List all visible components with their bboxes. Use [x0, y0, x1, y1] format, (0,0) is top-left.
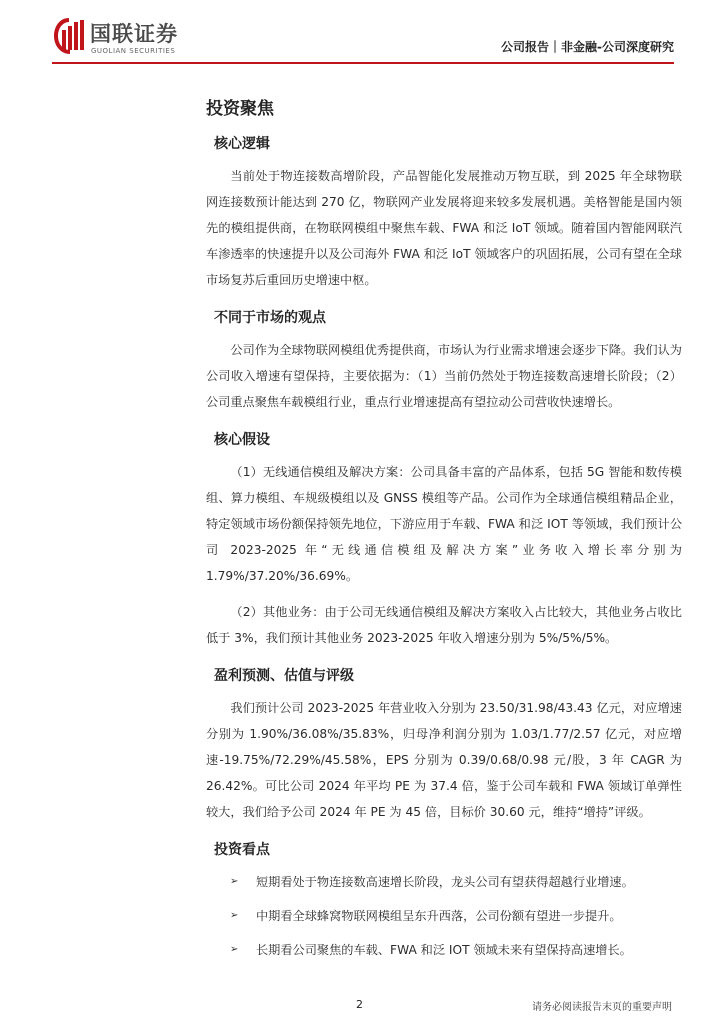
section-title-different-view: 不同于市场的观点 [214, 310, 326, 326]
section-title-highlights: 投资看点 [214, 842, 270, 858]
core-logic-paragraph: 当前处于物连接数高增阶段，产品智能化发展推动万物互联，到 2025 年全球物联网连接数预计能达到 270 亿，物联网产业发展将迎来较多发展机遇。美格智能是国内领先的模组提供商，在物联网模组中聚焦车载、FWA 和泛 IoT 领域。随着国内智能网联汽车渗透率的快速提升以及公司海外 FWA 和泛 IoT 领域客户的巩固拓展，公司有望在全球市场复苏后重回历史增速中枢。 [206, 169, 682, 287]
page-title: 投资聚焦 [206, 99, 274, 119]
header-divider [52, 62, 674, 64]
list-item [206, 903, 682, 937]
highlight-text: 长期看公司聚焦的车载、FWA 和泛 IOT 领域未来有望保持高速增长。 [256, 943, 632, 957]
highlights-list [206, 869, 682, 971]
different-view-paragraph: 公司作为全球物联网模组优秀提供商，市场认为行业需求增速会逐步下降。我们认为公司收入增速有望保持，主要依据为：（1）当前仍然处于物连接数高速增长阶段；（2）公司重点聚焦车载模组行业，重点行业增速提高有望拉动公司营收快速增长。 [206, 343, 682, 409]
guolian-logo-icon [52, 16, 86, 56]
arrow-bullet-icon: ➢ [230, 876, 239, 887]
report-type: 公司报告｜非金融-公司深度研究 [501, 40, 674, 54]
logo-text-cn: 国联证券 [90, 22, 178, 46]
list-item [206, 869, 682, 903]
page-number: 2 [356, 998, 363, 1011]
main-content [206, 94, 682, 971]
logo-text-en: GUOLIAN SECURITIES [91, 47, 176, 55]
assumption-paragraph-1: （1）无线通信模组及解决方案：公司具备丰富的产品体系，包括 5G 智能和数传模组、算力模组、车规级模组以及 GNSS 模组等产品。公司作为全球通信模组精品企业，特定领域市场份额保持领先地位，下游应用于车载、FWA 和泛 IOT 等领域，我们预计公司 2023-2025 年“无线通信模组及解决方案”业务收入增长率分别为 1.79%/37.20%/36.69%。 [206, 465, 683, 583]
highlight-text: 短期看处于物连接数高速增长阶段，龙头公司有望获得超越行业增速。 [256, 875, 634, 889]
list-item [206, 937, 682, 971]
page-header [0, 0, 724, 64]
section-title-core-logic: 核心逻辑 [214, 136, 270, 152]
forecast-paragraph: 我们预计公司 2023-2025 年营业收入分别为 23.50/31.98/43.43 亿元，对应增速分别为 1.90%/36.08%/35.83%，归母净利润分别为 1.03/1.77/2.57 亿元，对应增速-19.75%/72.29%/45.58%，EPS 分别为 0.39/0.68/0.98 元/股，3 年 CAGR 为 26.42%。可比公司 2024 年平均 PE 为 37.4 倍，鉴于公司车载和 FWA 领域订单弹性较大，我们给予公司 2024 年 PE 为 45 倍，目标价 30.60 元，维持“增持”评级。 [206, 701, 682, 819]
arrow-bullet-icon: ➢ [230, 944, 239, 955]
highlight-text: 中期看全球蜂窝物联网模组呈东升西落，公司份额有望进一步提升。 [256, 909, 622, 923]
arrow-bullet-icon: ➢ [230, 910, 239, 921]
section-title-forecast: 盈利预测、估值与评级 [214, 668, 354, 684]
footer-disclaimer: 请务必阅读报告末页的重要声明 [532, 1002, 672, 1013]
company-logo [52, 16, 192, 60]
assumption-paragraph-2: （2）其他业务：由于公司无线通信模组及解决方案收入占比较大，其他业务占收比低于 3%，我们预计其他业务 2023-2025 年收入增速分别为 5%/5%/5%。 [206, 605, 682, 645]
section-title-assumptions: 核心假设 [214, 432, 270, 448]
